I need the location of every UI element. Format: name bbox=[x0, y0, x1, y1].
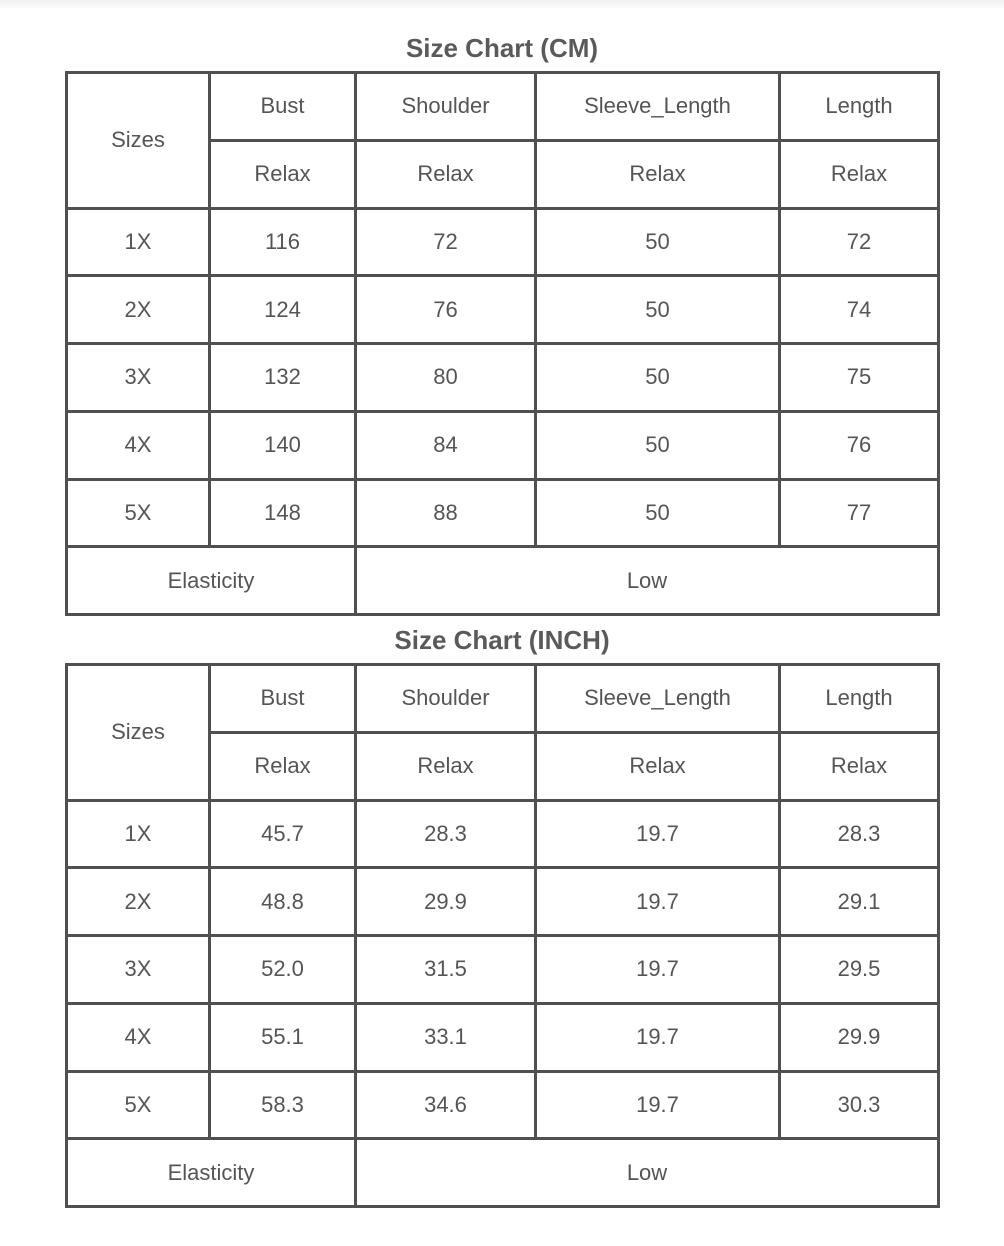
subheader-bust: Relax bbox=[210, 732, 356, 800]
value-cell: 88 bbox=[356, 479, 536, 547]
value-cell: 28.3 bbox=[356, 800, 536, 868]
value-cell: 116 bbox=[210, 208, 356, 276]
table-header-row bbox=[67, 73, 939, 141]
table-row bbox=[67, 1003, 939, 1071]
value-cell: 80 bbox=[356, 344, 536, 412]
value-cell: 76 bbox=[780, 411, 939, 479]
value-cell: 19.7 bbox=[536, 1003, 780, 1071]
value-cell: 29.1 bbox=[780, 868, 939, 936]
table-row bbox=[67, 276, 939, 344]
column-header-bust: Bust bbox=[210, 665, 356, 733]
value-cell: 28.3 bbox=[780, 800, 939, 868]
size-cell: 2X bbox=[67, 868, 210, 936]
value-cell: 77 bbox=[780, 479, 939, 547]
elasticity-row bbox=[67, 1139, 939, 1207]
table-row bbox=[67, 411, 939, 479]
size-cell: 3X bbox=[67, 344, 210, 412]
table-row bbox=[67, 868, 939, 936]
size-cell: 2X bbox=[67, 276, 210, 344]
column-header-sleeve-length: Sleeve_Length bbox=[536, 665, 780, 733]
sizes-header: Sizes bbox=[67, 665, 210, 801]
size-chart-inch-title: Size Chart (INCH) bbox=[394, 625, 610, 655]
sizes-header: Sizes bbox=[67, 73, 210, 209]
column-header-shoulder: Shoulder bbox=[356, 665, 536, 733]
value-cell: 84 bbox=[356, 411, 536, 479]
elasticity-row bbox=[67, 547, 939, 615]
size-chart-cm-table bbox=[65, 71, 940, 616]
table-header-row bbox=[67, 665, 939, 733]
value-cell: 52.0 bbox=[210, 936, 356, 1004]
table-row bbox=[67, 208, 939, 276]
subheader-bust: Relax bbox=[210, 140, 356, 208]
value-cell: 140 bbox=[210, 411, 356, 479]
size-chart-inch-table bbox=[65, 663, 940, 1208]
column-header-bust: Bust bbox=[210, 73, 356, 141]
value-cell: 45.7 bbox=[210, 800, 356, 868]
subheader-shoulder: Relax bbox=[356, 732, 536, 800]
subheader-sleeve-length: Relax bbox=[536, 732, 780, 800]
value-cell: 19.7 bbox=[536, 936, 780, 1004]
value-cell: 29.5 bbox=[780, 936, 939, 1004]
size-cell: 5X bbox=[67, 479, 210, 547]
value-cell: 55.1 bbox=[210, 1003, 356, 1071]
value-cell: 19.7 bbox=[536, 868, 780, 936]
subheader-length: Relax bbox=[780, 140, 939, 208]
value-cell: 132 bbox=[210, 344, 356, 412]
value-cell: 124 bbox=[210, 276, 356, 344]
column-header-sleeve-length: Sleeve_Length bbox=[536, 73, 780, 141]
column-header-length: Length bbox=[780, 665, 939, 733]
size-cell: 3X bbox=[67, 936, 210, 1004]
value-cell: 72 bbox=[780, 208, 939, 276]
value-cell: 50 bbox=[536, 276, 780, 344]
value-cell: 75 bbox=[780, 344, 939, 412]
value-cell: 50 bbox=[536, 344, 780, 412]
value-cell: 29.9 bbox=[356, 868, 536, 936]
value-cell: 72 bbox=[356, 208, 536, 276]
column-header-shoulder: Shoulder bbox=[356, 73, 536, 141]
top-divider bbox=[0, 0, 1004, 8]
value-cell: 31.5 bbox=[356, 936, 536, 1004]
subheader-length: Relax bbox=[780, 732, 939, 800]
value-cell: 30.3 bbox=[780, 1071, 939, 1139]
value-cell: 50 bbox=[536, 411, 780, 479]
value-cell: 34.6 bbox=[356, 1071, 536, 1139]
value-cell: 76 bbox=[356, 276, 536, 344]
size-cell: 4X bbox=[67, 1003, 210, 1071]
table-row bbox=[67, 479, 939, 547]
table-row bbox=[67, 936, 939, 1004]
value-cell: 148 bbox=[210, 479, 356, 547]
value-cell: 74 bbox=[780, 276, 939, 344]
value-cell: 19.7 bbox=[536, 800, 780, 868]
size-cell: 1X bbox=[67, 208, 210, 276]
value-cell: 58.3 bbox=[210, 1071, 356, 1139]
subheader-sleeve-length: Relax bbox=[536, 140, 780, 208]
table-row bbox=[67, 1071, 939, 1139]
elasticity-label: Elasticity bbox=[67, 547, 356, 615]
column-header-length: Length bbox=[780, 73, 939, 141]
value-cell: 29.9 bbox=[780, 1003, 939, 1071]
value-cell: 50 bbox=[536, 208, 780, 276]
value-cell: 50 bbox=[536, 479, 780, 547]
subheader-shoulder: Relax bbox=[356, 140, 536, 208]
value-cell: 19.7 bbox=[536, 1071, 780, 1139]
size-cell: 5X bbox=[67, 1071, 210, 1139]
size-cell: 4X bbox=[67, 411, 210, 479]
elasticity-label: Elasticity bbox=[67, 1139, 356, 1207]
value-cell: 48.8 bbox=[210, 868, 356, 936]
size-cell: 1X bbox=[67, 800, 210, 868]
table-row bbox=[67, 344, 939, 412]
elasticity-value: Low bbox=[356, 547, 939, 615]
elasticity-value: Low bbox=[356, 1139, 939, 1207]
value-cell: 33.1 bbox=[356, 1003, 536, 1071]
table-row bbox=[67, 800, 939, 868]
size-chart-cm-title: Size Chart (CM) bbox=[405, 33, 599, 63]
